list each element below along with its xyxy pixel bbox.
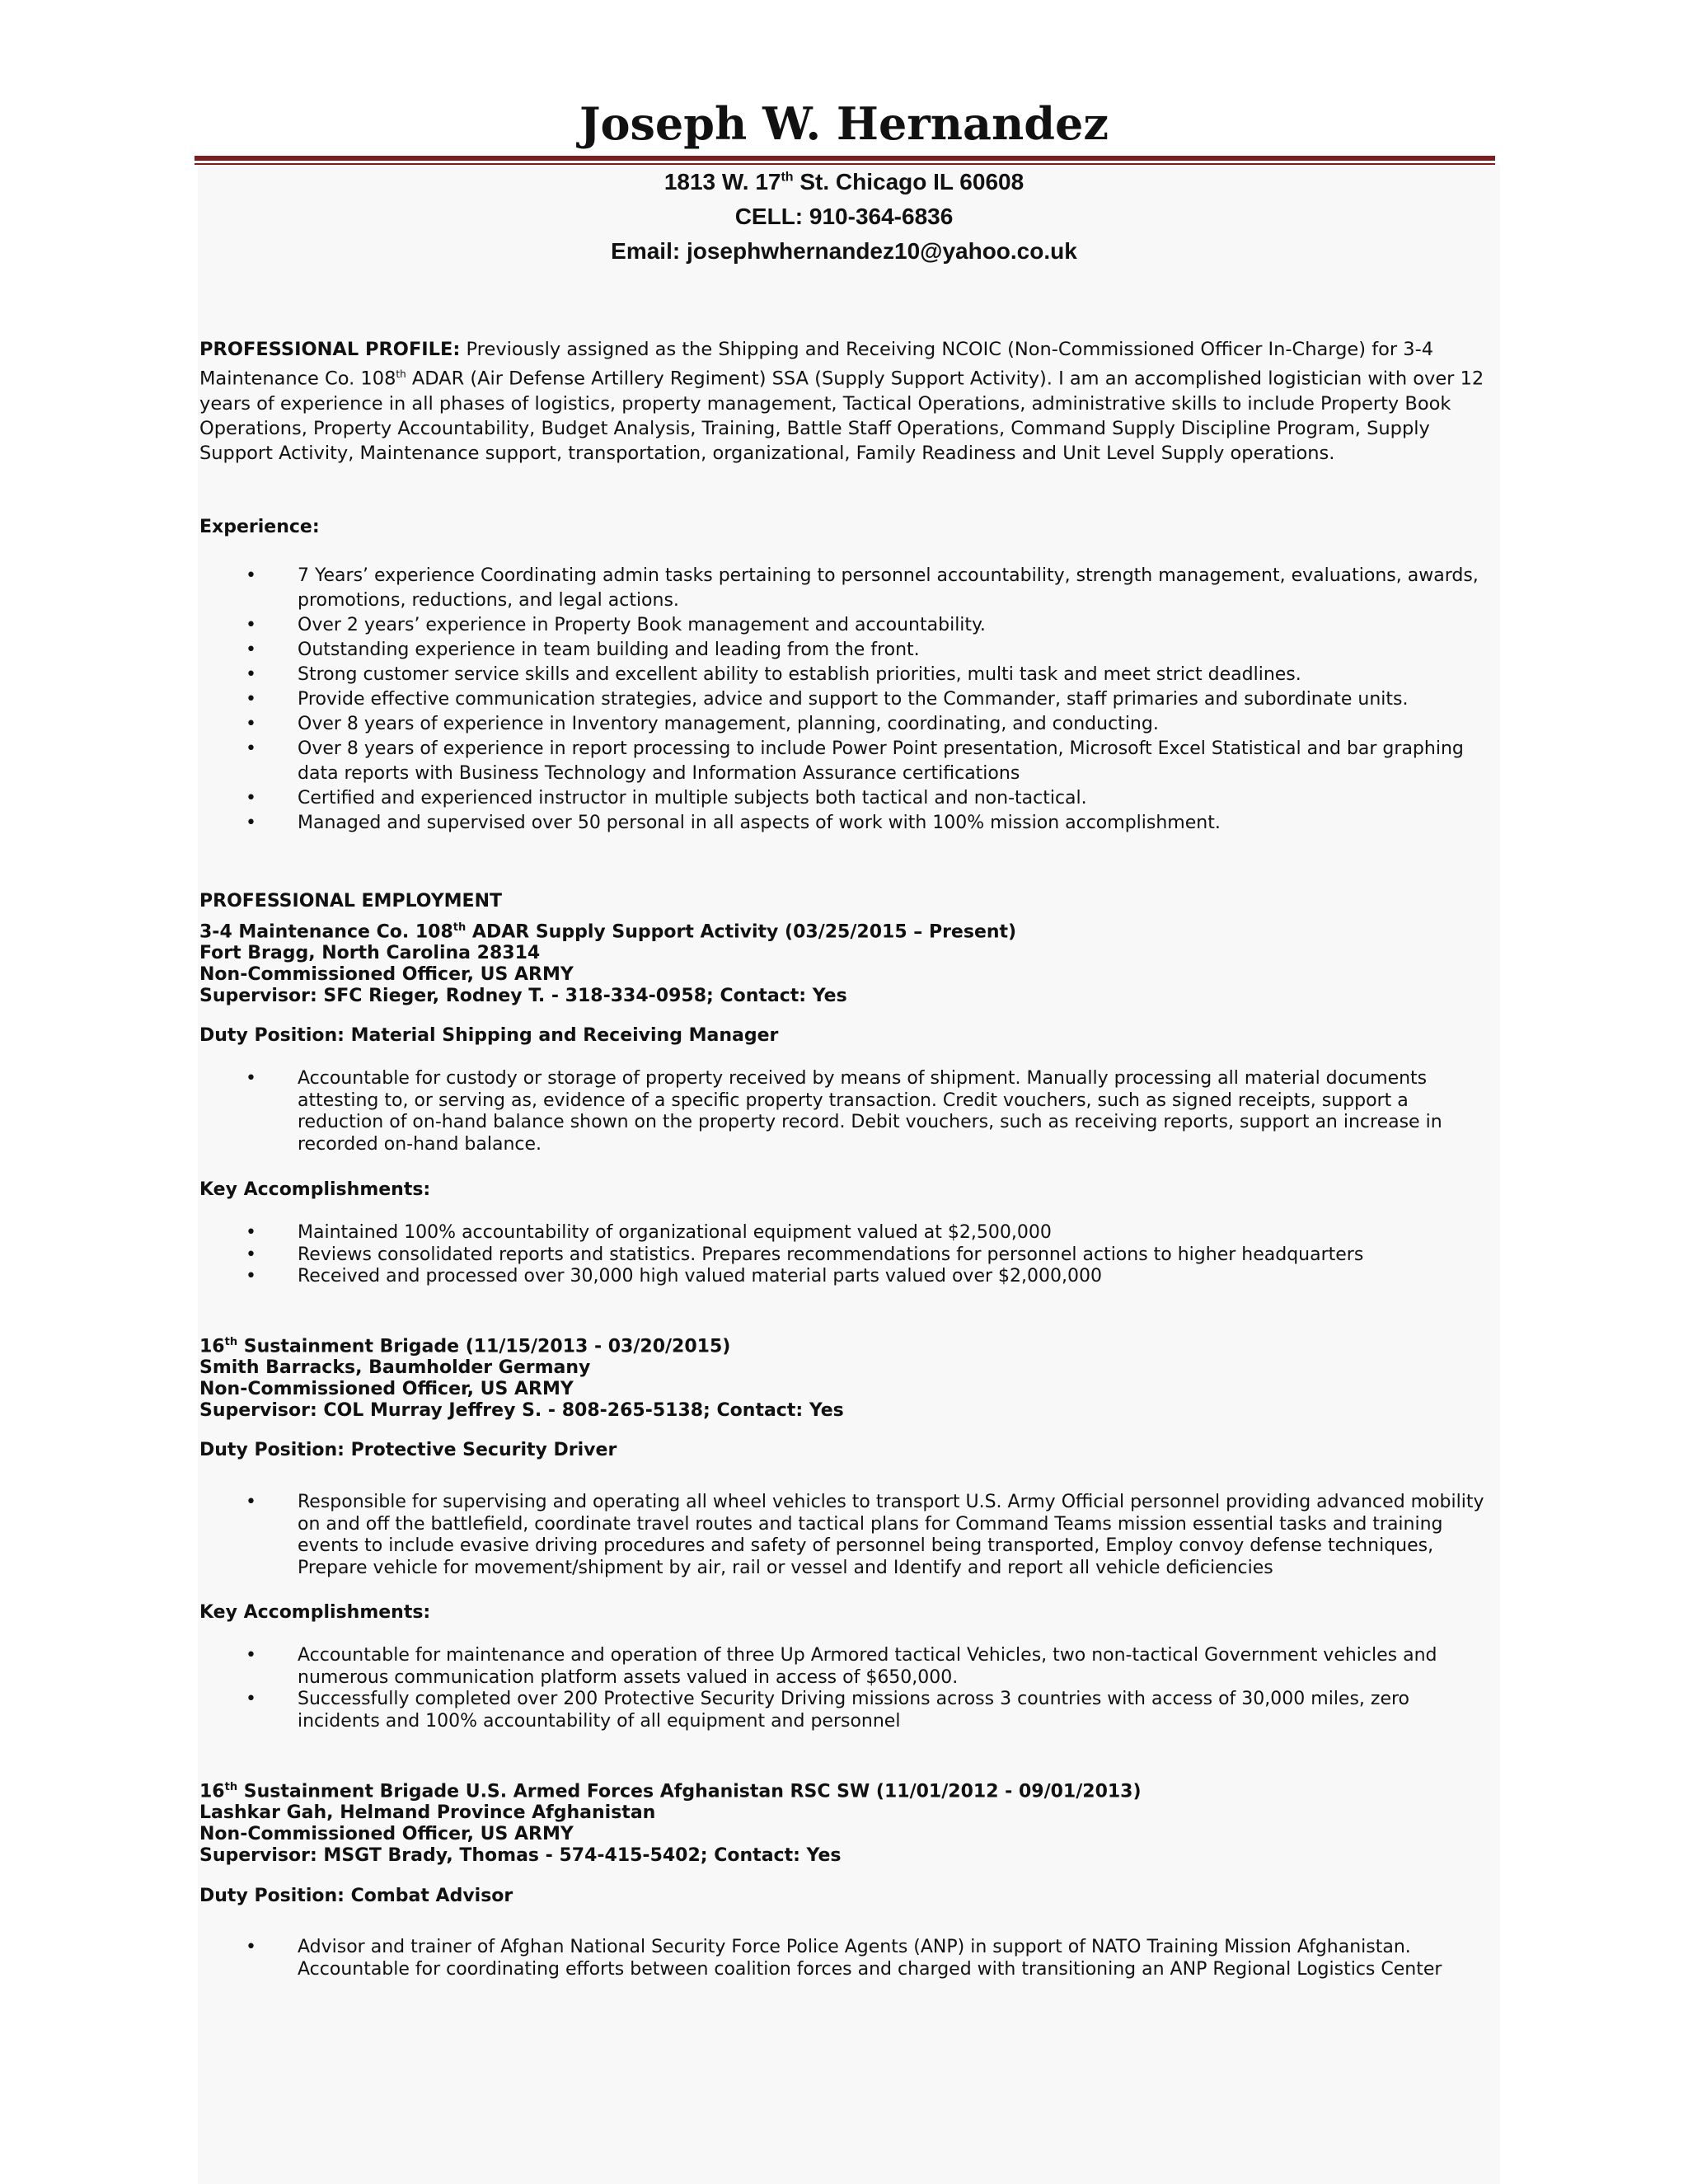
job-org: 3-4 Maintenance Co. 108th ADAR Supply Support Activity (03/25/2015 – Present) <box>199 921 1017 943</box>
key-accomplishments-heading-1: Key Accomplishments: <box>199 1179 431 1200</box>
duties-list-3 <box>0 1937 1688 1980</box>
header-rule-thin <box>195 163 1495 165</box>
job-location: Smith Barracks, Baumholder Germany <box>199 1357 591 1379</box>
profile-label: PROFESSIONAL PROFILE: <box>199 339 461 360</box>
job-title: Non-Commissioned Officer, US ARMY <box>199 1824 574 1845</box>
address-line: 1813 W. 17th St. Chicago IL 60608 <box>663 169 1025 194</box>
list-item: • Responsible for supervising and operating all wheel vehicles to transport U.S. Army Official personnel providing advanced mobility on and off the battlefield, coordinate travel routes and tactical plans for Command Teams mission essential tasks and training events to include evasive driving procedures and safety of personnel being transported, Employ convoy defense techniques, Prepare vehicle for movement/shipment by air, rail or vessel and Identify and report all vehicle deficiencies <box>246 1492 1484 1578</box>
list-item: • Over 8 years of experience in report processing to include Power Point presentation, Microsoft Excel Statistical and bar graphing data reports with Business Technology and Information Assurance certifications <box>246 738 1464 784</box>
duty-position-2: Duty Position: Protective Security Driver <box>199 1440 617 1460</box>
duty-position-3: Duty Position: Combat Advisor <box>199 1886 513 1906</box>
job-supervisor: Supervisor: MSGT Brady, Thomas - 574-415-5402; Contact: Yes <box>199 1845 842 1867</box>
list-item: • Received and processed over 30,000 high valued material parts valued over $2,000,000 <box>246 1266 1102 1286</box>
accomplishments-list-2 <box>0 1645 1688 1732</box>
page-background <box>198 165 1500 2184</box>
list-item: • Accountable for maintenance and operation of three Up Armored tactical Vehicles, two non-tactical Government vehicles and numerous communication platform assets valued in access of $650,000. <box>246 1645 1437 1688</box>
job-supervisor: Supervisor: SFC Rieger, Rodney T. - 318-334-0958; Contact: Yes <box>199 986 847 1007</box>
key-accomplishments-heading-2: Key Accomplishments: <box>199 1602 431 1623</box>
list-item: • Accountable for custody or storage of property received by means of shipment. Manually processing all material documents attesting to, or serving as, evidence of a specific property transaction. Credit vouchers, such as signed receipts, support a reduction of on-hand balance shown on the property record. Debit vouchers, such as receiving reports, support an increase in recorded on-hand balance. <box>246 1068 1442 1155</box>
job-location: Lashkar Gah, Helmand Province Afghanistan <box>199 1802 656 1824</box>
duties-list-2 <box>0 1492 1688 1579</box>
list-item: • Over 8 years of experience in Inventory management, planning, coordinating, and conducting. <box>246 714 1159 734</box>
list-item: • 7 Years’ experience Coordinating admin tasks pertaining to personnel accountability, strength management, evaluations, awards, promotions, reductions, and legal actions. <box>246 565 1479 611</box>
list-item: • Provide effective communication strategies, advice and support to the Commander, staff primaries and subordinate units. <box>246 689 1409 710</box>
job-org: 16th Sustainment Brigade U.S. Armed Forces Afghanistan RSC SW (11/01/2012 - 09/01/2013) <box>199 1781 1142 1802</box>
list-item: • Certified and experienced instructor in multiple subjects both tactical and non-tactical. <box>246 788 1087 808</box>
phone-line: CELL: 910-364-6836 <box>734 204 954 229</box>
duty-position-1: Duty Position: Material Shipping and Receiving Manager <box>199 1025 779 1046</box>
list-item: • Advisor and trainer of Afghan National Security Force Police Agents (ANP) in support of NATO Training Mission Afghanistan. Accountable for coordinating efforts between coalition forces and charged with transitioning an ANP Regional Logistics Center <box>246 1937 1442 1980</box>
email-line: Email: josephwhernandez10@yahoo.co.uk <box>611 238 1077 264</box>
experience-list <box>0 564 1688 836</box>
candidate-name: Joseph W. Hernandez <box>579 97 1109 150</box>
job-header-1 <box>199 917 1016 1007</box>
job-title: Non-Commissioned Officer, US ARMY <box>199 964 574 986</box>
header-rule <box>195 156 1495 161</box>
job-header-3 <box>199 1777 1142 1867</box>
list-item: • Maintained 100% accountability of organizational equipment valued at $2,500,000 <box>246 1222 1052 1243</box>
list-item: • Successfully completed over 200 Protective Security Driving missions across 3 countries with access of 30,000 miles, zero incidents and 100% accountability of all equipment and personnel <box>246 1689 1410 1732</box>
accomplishments-list-1 <box>0 1222 1688 1288</box>
experience-heading: Experience: <box>199 517 320 537</box>
job-supervisor: Supervisor: COL Murray Jeffrey S. - 808-265-5138; Contact: Yes <box>199 1400 844 1422</box>
job-location: Fort Bragg, North Carolina 28314 <box>199 943 541 964</box>
employment-heading: PROFESSIONAL EMPLOYMENT <box>199 891 502 912</box>
list-item: • Outstanding experience in team building and leading from the front. <box>246 640 920 660</box>
list-item: • Managed and supervised over 50 personal in all aspects of work with 100% mission accomplishment. <box>246 813 1221 833</box>
list-item: • Strong customer service skills and excellent ability to establish priorities, multi task and meet strict deadlines. <box>246 664 1301 685</box>
job-org: 16th Sustainment Brigade (11/15/2013 - 03/20/2015) <box>199 1336 731 1357</box>
list-item: • Reviews consolidated reports and statistics. Prepares recommendations for personnel actions to higher headquarters <box>246 1244 1364 1265</box>
duties-list-1 <box>0 1068 1688 1155</box>
list-item: • Over 2 years’ experience in Property Book management and accountability. <box>246 615 986 635</box>
professional-profile: PROFESSIONAL PROFILE: Previously assigned as the Shipping and Receiving NCOIC (Non-Commissioned Officer In-Charge) for 3-4 Maintenance Co. 108th ADAR (Air Defense Artillery Regiment) SSA (Supply Support Activity). I am an accomplished logistician with over 12 years of experience in all phases of logistics, property management, Tactical Operations, administrative skills to include Property Book Operations, Property Accountability, Budget Analysis, Training, Battle Staff Operations, Command Supply Discipline Program, Supply Support Activity, Maintenance support, transportation, organizational, Family Readiness and Unit Level Supply operations. <box>199 339 1484 464</box>
job-title: Non-Commissioned Officer, US ARMY <box>199 1379 574 1400</box>
job-header-2 <box>199 1332 844 1422</box>
